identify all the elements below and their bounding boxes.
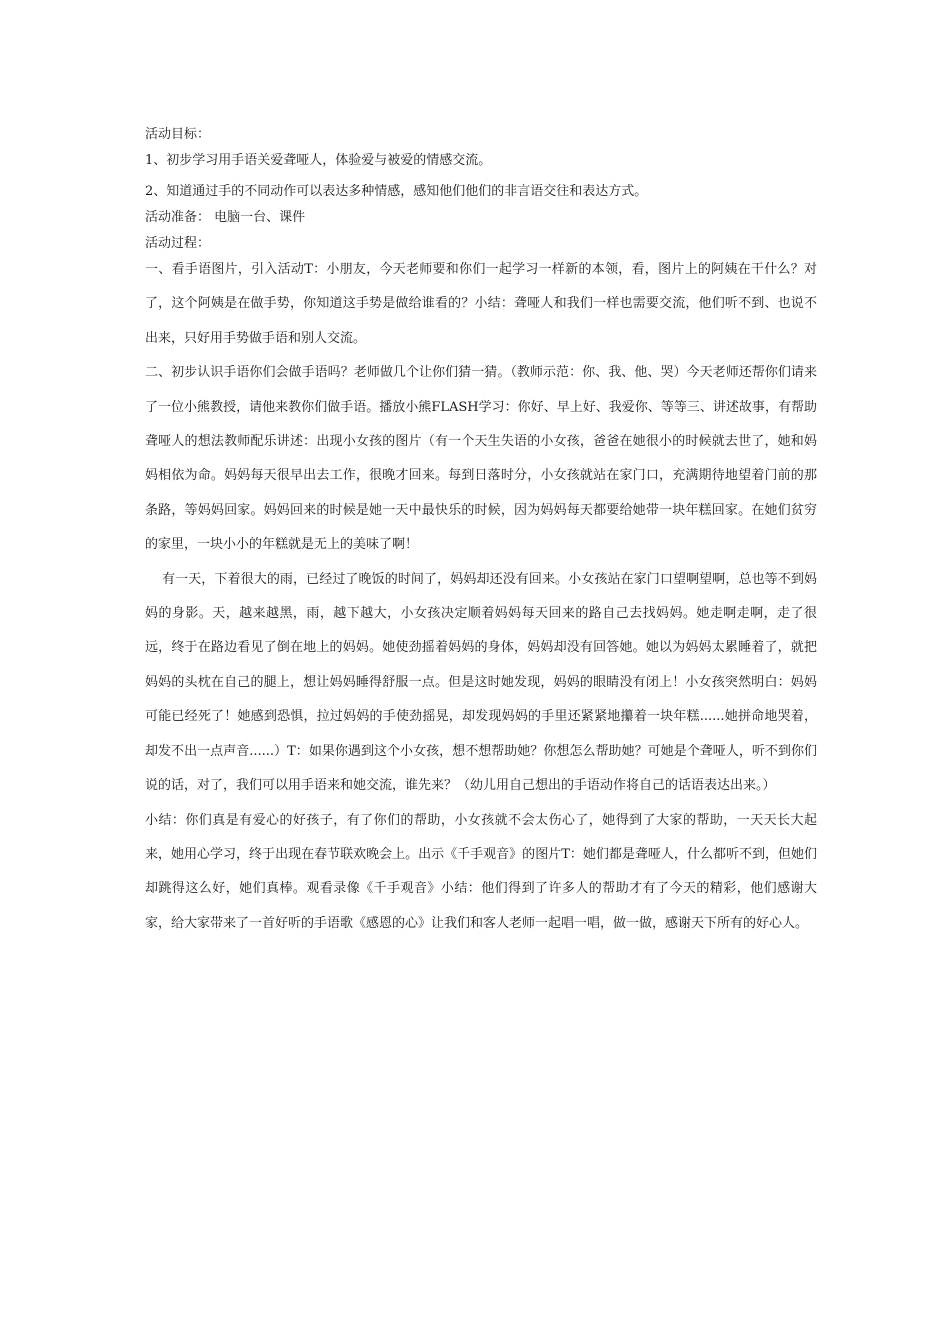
section-heading-goals: 活动目标： xyxy=(145,127,211,142)
goal-item-2: 2、知道通过手的不同动作可以表达多种情感，感知他们他们的非言语交往和表达方式。 xyxy=(145,184,648,199)
document-body xyxy=(145,125,817,941)
summary-paragraph: 小结：你们真是有爱心的好孩子，有了你们的帮助，小女孩就不会太伤心了，她得到了大家的帮助，一天天长大起来，她用心学习，终于出现在春节联欢晚会上。出示《千手观音》的图片T：她们都是聋哑人，什么都听不到，但她们却跳得这么好，她们真棒。观看录像《千手观音》小结：他们得到了许多人的帮助才有了今天的精彩，他们感谢大家，给大家带来了一首好听的手语歌《感恩的心》让我们和客人老师一起唱一唱，做一做，感谢天下所有的好心人。 xyxy=(145,812,817,931)
preparation-line: 活动准备： 电脑一台、课件 xyxy=(145,210,306,225)
story-paragraph: 有一天，下着很大的雨，已经过了晚饭的时间了，妈妈却还没有回来。小女孩站在家门口望啊望啊，总也等不到妈妈的身影。天，越来越黑，雨，越下越大，小女孩决定顺着妈妈每天回来的路自己去找妈妈。她走啊走啊，走了很远，终于在路边看见了倒在地上的妈妈。她使劲摇着妈妈的身体，妈妈却没有回答她。她以为妈妈太累睡着了，就把妈妈的头枕在自己的腿上，想让妈妈睡得舒服一点。但是这时她发现，妈妈的眼睛没有闭上！小女孩突然明白：妈妈可能已经死了！她感到恐惧，拉过妈妈的手使劲摇晃，却发现妈妈的手里还紧紧地攥着一块年糕......她拼命地哭着，却发不出一点声音......）T：如果你遇到这个小女孩，想不想帮助她？你想怎么帮助她？可她是个聋哑人，听不到你们说的话，对了，我们可以用手语来和她交流，谁先来？（幼儿用自己想出的手语动作将自己的话语表达出来。） xyxy=(145,571,817,794)
goal-item-1: 1、初步学习用手语关爱聋哑人，体验爱与被爱的情感交流。 xyxy=(145,153,492,168)
process-step-2-3: 二、初步认识手语你们会做手语吗？老师做几个让你们猜一猜。（教师示范：你、我、他、哭）今天老师还帮你们请来了一位小熊教授，请他来教你们做手语。播放小熊FLASH学习：你好、早上好、我爱你、等等三、讲述故事，有帮助聋哑人的想法教师配乐讲述：出现小女孩的图片（有一个天生失语的小女孩，爸爸在她很小的时候就去世了，她和妈妈相依为命。妈妈每天很早出去工作，很晚才回来。每到日落时分，小女孩就站在家门口，充满期待地望着门前的那条路，等妈妈回家。妈妈回来的时候是她一天中最快乐的时候，因为妈妈每天都要给她带一块年糕回家。在她们贫穷的家里，一块小小的年糕就是无上的美味了啊！ xyxy=(145,365,817,553)
section-heading-process: 活动过程： xyxy=(145,236,211,251)
process-step-1: 一、看手语图片，引入活动T：小朋友，今天老师要和你们一起学习一样新的本领，看，图片上的阿姨在干什么？对了，这个阿姨是在做手势，你知道这手势是做给谁看的？小结：聋哑人和我们一样也需要交流，他们听不到、也说不出来，只好用手势做手语和别人交流。 xyxy=(145,262,817,346)
